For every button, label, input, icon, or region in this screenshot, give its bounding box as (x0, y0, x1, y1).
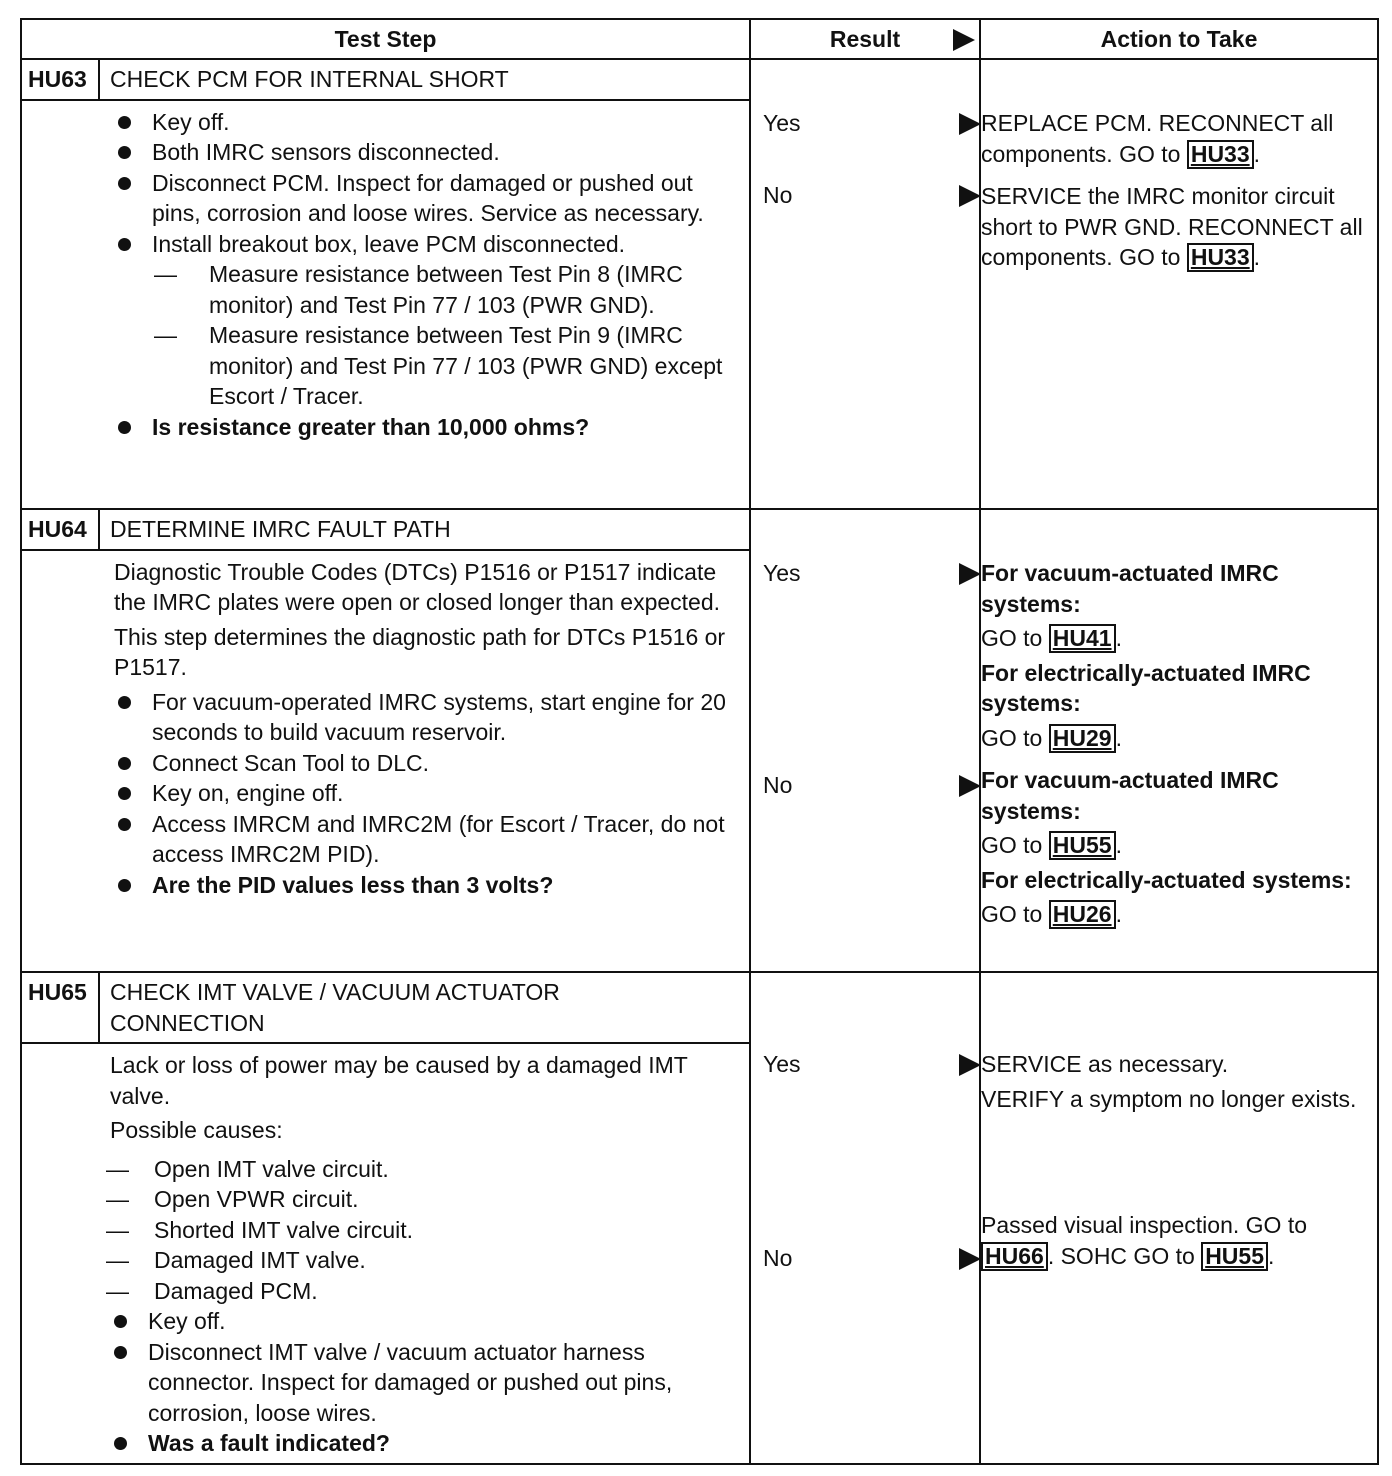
bullet-item: Key on, engine off. (114, 778, 739, 809)
cause-item: — Shorted IMT valve circuit. (110, 1215, 709, 1246)
action-text: GO to (981, 625, 1043, 651)
step-paragraph: Diagnostic Trouble Codes (DTCs) P1516 or P1517 indicate the IMRC plates were open or closed longer than expected. (114, 558, 721, 615)
action-text: Passed visual inspection. GO to (981, 1212, 1307, 1238)
bullet-item: Key off. (110, 1306, 709, 1337)
cause-item: — Open VPWR circuit. (110, 1184, 709, 1215)
result-yes-label: Yes (763, 1051, 801, 1077)
action-cell-hu65 (980, 972, 1378, 1464)
step-link-hu29[interactable]: HU29 (1049, 724, 1116, 753)
action-heading: For vacuum-actuated IMRC systems: (981, 767, 1279, 824)
step-header (22, 510, 749, 551)
dash-item: — Measure resistance between Test Pin 9 (IMRC monitor) and Test Pin 77 / 103 (PWR GND) except Escort / Tracer. (154, 320, 739, 412)
step-id: HU64 (22, 510, 100, 549)
action-no: Passed visual inspection. GO to HU66 . SOHC GO to HU55 . (981, 1212, 1307, 1269)
step-body (22, 1044, 749, 1463)
action-heading: For electrically-actuated IMRC systems: (981, 659, 1311, 716)
step-question: Are the PID values less than 3 volts? (114, 870, 739, 901)
bullet-item: Key off. (114, 107, 739, 138)
result-no-label: No (763, 182, 793, 208)
action-text: SERVICE as necessary. (981, 1051, 1229, 1077)
step-id: HU65 (22, 973, 100, 1042)
action-yes (981, 1049, 1377, 1114)
step-link-hu66[interactable]: HU66 (981, 1242, 1048, 1271)
result-cell-hu64 (750, 509, 980, 972)
step-id: HU63 (22, 60, 100, 99)
bullet-item: Disconnect PCM. Inspect for damaged or pushed out pins, corrosion and loose wires. Service as necessary. (114, 168, 739, 229)
step-paragraph: Lack or loss of power may be caused by a damaged IMT valve. (110, 1052, 688, 1109)
step-cell-hu65 (21, 972, 750, 1464)
step-title: CHECK PCM FOR INTERNAL SHORT (110, 66, 509, 92)
action-text: SERVICE the IMRC monitor circuit short to PWR GND. RECONNECT all components. GO to (981, 183, 1363, 270)
action-goto: GO to HU41 . (981, 625, 1122, 651)
cause-item: — Damaged PCM. (110, 1276, 709, 1307)
step-bullet-list (114, 107, 739, 443)
result-no-label: No (763, 1245, 793, 1271)
step-link-hu55[interactable]: HU55 (1201, 1242, 1268, 1271)
action-text: GO to (981, 724, 1043, 751)
step-header (22, 60, 749, 101)
result-yes (763, 558, 981, 589)
step-title: DETERMINE IMRC FAULT PATH (110, 516, 451, 542)
step-question: Is resistance greater than 10,000 ohms? (114, 412, 739, 443)
step-header (22, 973, 749, 1044)
bullet-item (114, 229, 739, 412)
bullet-item: Connect Scan Tool to DLC. (114, 748, 739, 779)
step-link-hu55[interactable]: HU55 (1049, 831, 1116, 860)
cause-list (110, 1154, 709, 1307)
bullet-item: Both IMRC sensors disconnected. (114, 137, 739, 168)
bullet-item: Access IMRCM and IMRC2M (for Escort / Tracer, do not access IMRC2M PID). (114, 809, 739, 870)
diagnostic-page (20, 18, 1377, 1468)
result-header-label: Result (829, 25, 901, 52)
action-goto: GO to HU26 . (981, 901, 1122, 927)
action-text: . SOHC GO to (1047, 1242, 1195, 1269)
step-row-hu64 (21, 509, 1378, 972)
action-no: SERVICE the IMRC monitor circuit short to PWR GND. RECONNECT all components. GO to HU33 . (981, 183, 1363, 270)
result-yes (763, 108, 981, 139)
dash-item: — Measure resistance between Test Pin 8 (IMRC monitor) and Test Pin 77 / 103 (PWR GND). (154, 259, 739, 320)
action-yes: REPLACE PCM. RECONNECT all components. GO to HU33 . (981, 110, 1334, 167)
action-cell-hu64 (980, 509, 1378, 972)
step-bullet-list (110, 1306, 709, 1459)
step-link-hu33[interactable]: HU33 (1187, 140, 1254, 169)
action-heading: For electrically-actuated systems: (981, 866, 1352, 893)
action-header: Action to Take (980, 19, 1378, 59)
cause-item: — Damaged IMT valve. (110, 1245, 709, 1276)
step-paragraph: Possible causes: (110, 1117, 283, 1143)
result-cell-hu65 (750, 972, 980, 1464)
result-no-label: No (763, 772, 793, 798)
bullet-item: Disconnect IMT valve / vacuum actuator harness connector. Inspect for damaged or pushed out pins, corrosion, loose wires. (110, 1337, 709, 1429)
step-row-hu65 (21, 972, 1378, 1464)
action-goto: GO to HU55 . (981, 832, 1122, 858)
result-no (763, 1243, 981, 1274)
right-arrow-icon (959, 563, 981, 585)
right-arrow-icon (959, 1054, 981, 1076)
action-text: VERIFY a symptom no longer exists. (981, 1085, 1357, 1112)
sub-step-list (152, 259, 739, 412)
result-yes-label: Yes (763, 110, 801, 136)
step-link-hu41[interactable]: HU41 (1049, 624, 1116, 653)
action-heading: For vacuum-actuated IMRC systems: (981, 560, 1279, 617)
result-no (763, 770, 981, 801)
action-text: GO to (981, 901, 1043, 927)
action-text: GO to (981, 832, 1043, 858)
right-arrow-icon (959, 775, 981, 797)
step-row-hu63 (21, 59, 1378, 509)
step-bullet-list (114, 687, 739, 901)
action-text: REPLACE PCM. RECONNECT all components. GO to (981, 110, 1334, 167)
right-arrow-icon (953, 29, 975, 51)
step-link-hu26[interactable]: HU26 (1049, 900, 1116, 929)
result-yes-label: Yes (763, 560, 801, 586)
result-no (763, 180, 981, 211)
step-question: Was a fault indicated? (110, 1428, 709, 1459)
result-cell-hu63 (750, 59, 980, 509)
test-step-header: Test Step (21, 19, 750, 59)
header-row (21, 19, 1378, 59)
bullet-text: Install breakout box, leave PCM disconnected. (152, 230, 626, 257)
action-no (981, 765, 1377, 930)
bullet-item: For vacuum-operated IMRC systems, start engine for 20 seconds to build vacuum reservoir. (114, 687, 739, 748)
result-header (750, 19, 980, 59)
result-yes (763, 1049, 981, 1080)
step-link-hu33[interactable]: HU33 (1187, 243, 1254, 272)
right-arrow-icon (959, 185, 981, 207)
action-goto: GO to HU29 . (981, 724, 1122, 751)
right-arrow-icon (959, 1248, 981, 1270)
step-paragraph: This step determines the diagnostic path for DTCs P1516 or P1517. (114, 623, 726, 680)
step-title: CHECK IMT VALVE / VACUUM ACTUATOR CONNECTION (110, 979, 560, 1036)
step-body (22, 101, 749, 447)
step-body (22, 551, 749, 905)
right-arrow-icon (959, 113, 981, 135)
pinpoint-test-table (20, 18, 1379, 1465)
step-cell-hu64 (21, 509, 750, 972)
step-cell-hu63 (21, 59, 750, 509)
cause-item: — Open IMT valve circuit. (110, 1154, 709, 1185)
action-cell-hu63 (980, 59, 1378, 509)
action-yes (981, 558, 1377, 753)
